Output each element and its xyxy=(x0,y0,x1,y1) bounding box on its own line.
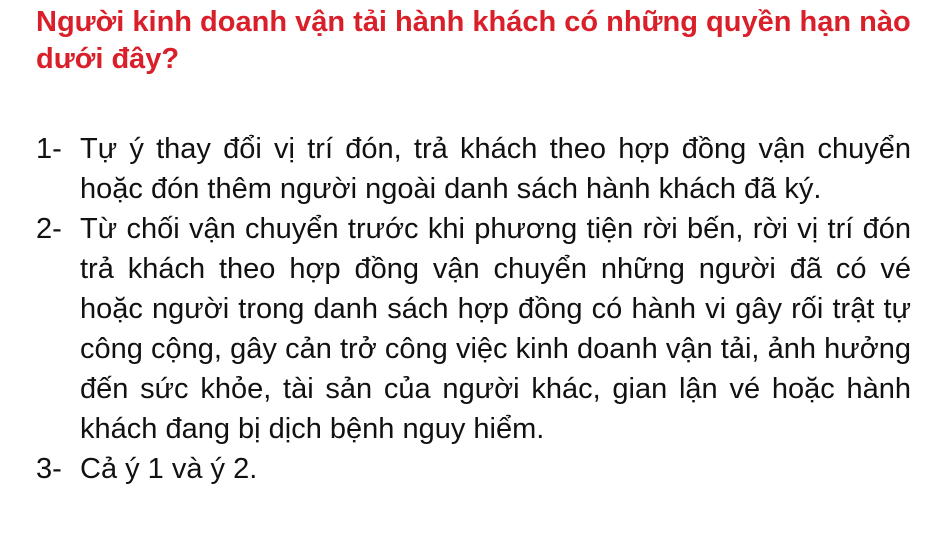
option-number: 1- xyxy=(36,133,62,165)
answer-option-1 xyxy=(36,129,911,209)
option-text: Tự ý thay đổi vị trí đón, trả khách theo hợp đồng vận chuyển hoặc đón thêm người ngoài danh sách hành khách đã ký. xyxy=(80,133,911,205)
option-number: 3- xyxy=(36,453,62,485)
answer-option-3 xyxy=(36,449,911,489)
option-text: Cả ý 1 và ý 2. xyxy=(80,453,258,485)
option-number: 2- xyxy=(36,213,62,245)
question-title: Người kinh doanh vận tải hành khách có những quyền hạn nào dưới đây? xyxy=(36,6,911,75)
option-text: Từ chối vận chuyển trước khi phương tiện rời bến, rời vị trí đón trả khách theo hợp đồng vận chuyển những người đã có vé hoặc người trong danh sách hợp đồng có hành vi gây rối trật tự công cộng, gây cản trở công việc kinh doanh vận tải, ảnh hưởng đến sức khỏe, tài sản của người khác, gian lận vé hoặc hành khách đang bị dịch bệnh nguy hiểm. xyxy=(80,213,911,445)
answer-option-2 xyxy=(36,209,911,449)
answer-list xyxy=(36,129,911,489)
